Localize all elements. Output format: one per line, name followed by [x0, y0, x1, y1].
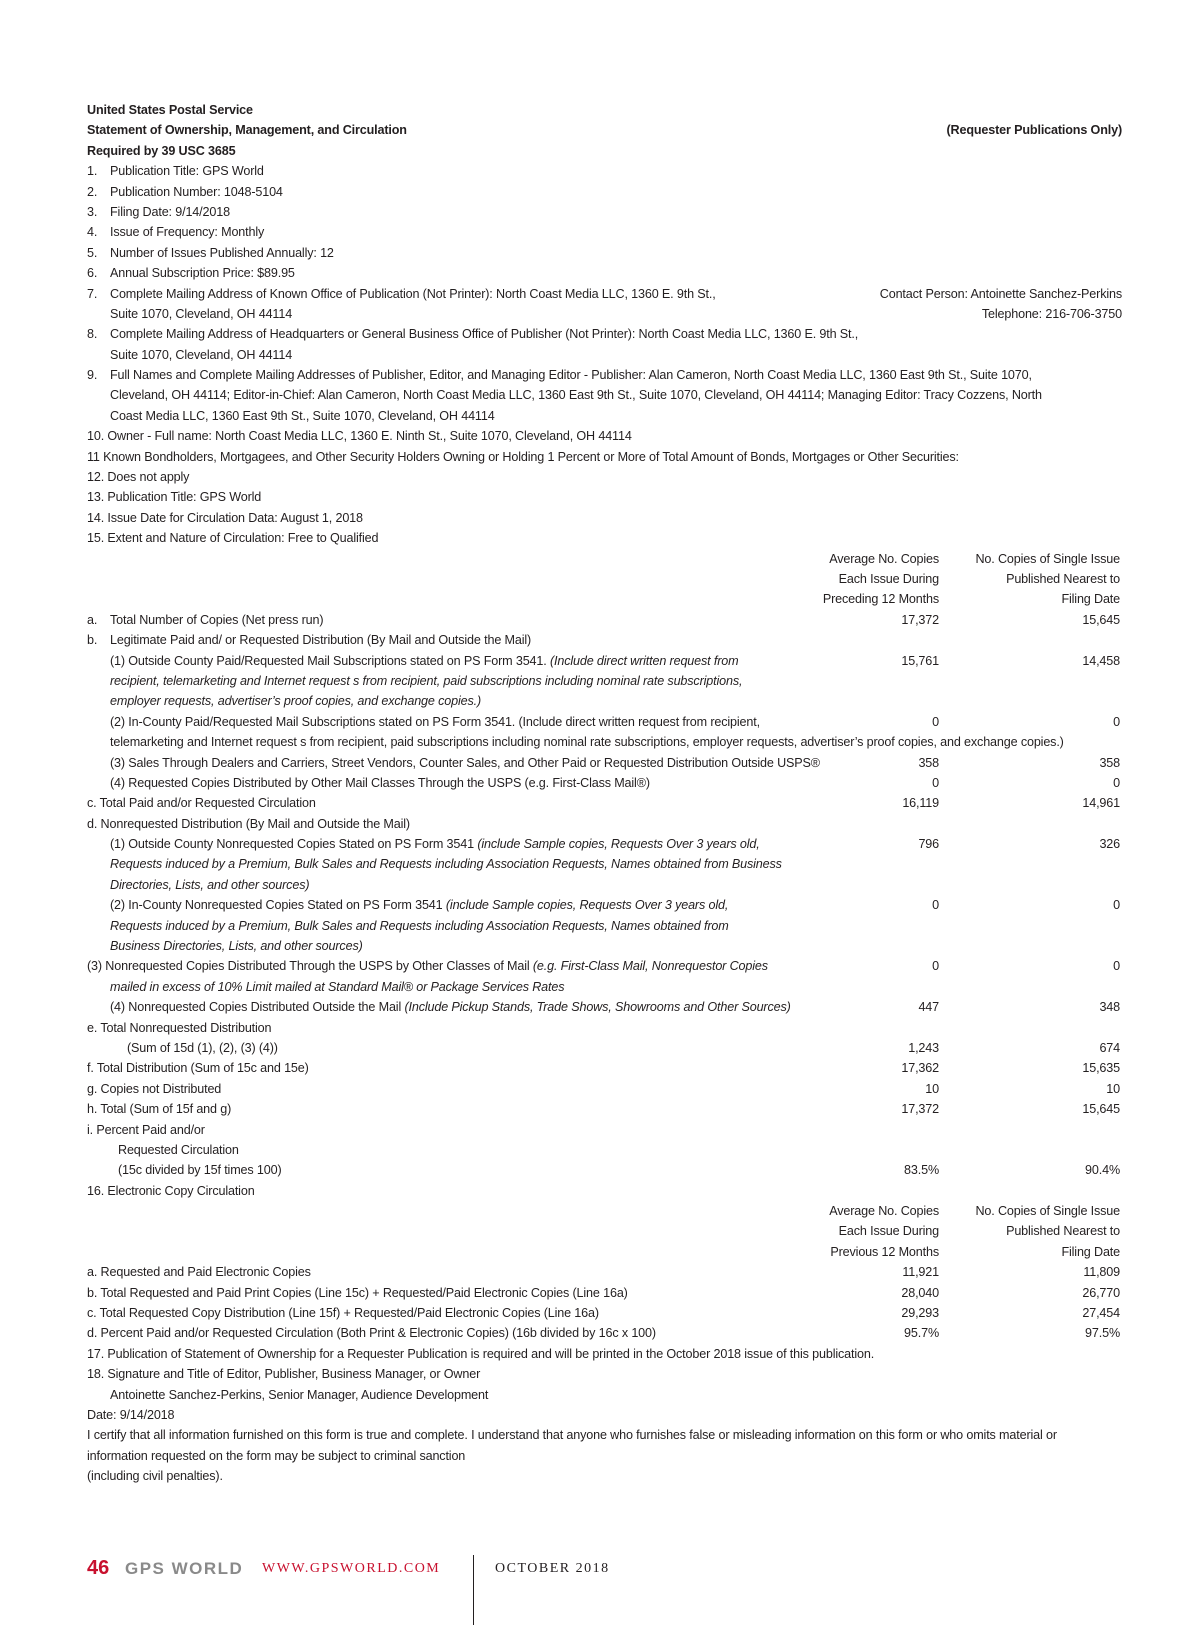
item-15: 15. Extent and Nature of Circulation: Free to Qualified — [87, 531, 379, 546]
e-col-head-3: Previous 12 Months Filing Date — [830, 1244, 1120, 1259]
row-15d4: (4) Nonrequested Copies Distributed Outside the Mail (Include Pickup Stands, Trade Shows, Showrooms and Other Sources) 447 348 — [110, 1000, 1120, 1015]
page-footer — [87, 1555, 1122, 1585]
item-7-cont: Suite 1070, Cleveland, OH 44114 Telephone: 216-706-3750 — [87, 304, 1122, 324]
row-15b1-cont-1: recipient, telemarketing and Internet request s from recipient, paid subscriptions including nominal rate subscriptions, — [110, 673, 743, 688]
row-15b: b. Legitimate Paid and/ or Requested Distribution (By Mail and Outside the Mail) — [87, 633, 532, 648]
row-15e: e. Total Nonrequested Distribution — [87, 1020, 272, 1035]
item-13: 13. Publication Title: GPS World — [87, 490, 262, 505]
footer-divider — [473, 1555, 474, 1625]
required-by: Required by 39 USC 3685 — [87, 143, 236, 158]
col-head-3: Preceding 12 Months Filing Date — [822, 592, 1120, 607]
item-17: 17. Publication of Statement of Ownership for a Requester Publication is required and will be printed in the October 2018 issue of this publication. — [87, 1346, 875, 1361]
row-15b1-cont-2: employer requests, advertiser’s proof copies, and exchange copies.) — [110, 694, 482, 709]
magazine-name: GPS WORLD — [125, 1559, 244, 1578]
electronic-title: 16. Electronic Copy Circulation — [87, 1183, 255, 1198]
certification-3: (including civil penalties). — [87, 1469, 223, 1484]
website-link[interactable]: WWW.GPSWORLD.COM — [262, 1561, 441, 1576]
certification-2: information requested on the form may be subject to criminal sanction — [87, 1448, 466, 1463]
row-15f: f. Total Distribution (Sum of 15c and 15e) 17,362 15,635 — [87, 1061, 1120, 1076]
item-14: 14. Issue Date for Circulation Data: August 1, 2018 — [87, 510, 363, 525]
row-15d1-cont-2: Directories, Lists, and other sources) — [110, 877, 310, 892]
item-10: 10. Owner - Full name: North Coast Media LLC, 1360 E. Ninth St., Suite 1070, Cleveland, OH 44114 — [87, 429, 632, 444]
row-15a: a. Total Number of Copies (Net press run) 17,372 15,645 — [87, 612, 1120, 627]
item-1: 1. Publication Title: GPS World — [87, 164, 264, 179]
item-5: 5. Number of Issues Published Annually: 12 — [87, 245, 334, 260]
publication-type: (Requester Publications Only) — [946, 123, 1122, 138]
form-title: Statement of Ownership, Management, and Circulation — [87, 123, 407, 138]
row-15b2-cont: telemarketing and Internet request s from recipient, paid subscriptions including nominal rate subscriptions, employer requests, advertiser’s proof copies, and exchange copies.) — [110, 735, 1064, 750]
e-col-head-1: Average No. Copies No. Copies of Single Issue — [829, 1204, 1120, 1219]
row-16b: b. Total Requested and Paid Print Copies (Line 15c) + Requested/Paid Electronic Copies (Line 16a) 28,040 26,770 — [87, 1285, 1120, 1300]
row-16c: c. Total Requested Copy Distribution (Line 15f) + Requested/Paid Electronic Copies (Line 16a) 29,293 27,454 — [87, 1306, 1120, 1321]
row-15i-cont-2: (15c divided by 15f times 100) 83.5% 90.4% — [118, 1163, 1120, 1178]
row-16d: d. Percent Paid and/or Requested Circulation (Both Print & Electronic Copies) (16b divided by 16c x 100) 95.7% 97.5% — [87, 1326, 1120, 1341]
item-9-cont-1: Cleveland, OH 44114; Editor-in-Chief: Alan Cameron, North Coast Media LLC, 1360 East 9th St., Suite 1070, Cleveland, OH 44114; Managing Editor: Tracy Cozzens, North — [110, 388, 1042, 403]
item-11: 11 Known Bondholders, Mortgagees, and Other Security Holders Owning or Holding 1 Percent or More of Total Amount of Bonds, Mortgages or Other Securities: — [87, 449, 959, 464]
item-8: 8. Complete Mailing Address of Headquarters or General Business Office of Publisher (Not Printer): North Coast Media LLC, 1360 E. 9th St., — [87, 327, 859, 342]
row-15b3: (3) Sales Through Dealers and Carriers, Street Vendors, Counter Sales, and Other Paid or Requested Distribution Outside USPS® 358 358 — [110, 755, 1120, 770]
row-15b1: (1) Outside County Paid/Requested Mail Subscriptions stated on PS Form 3541. (Include direct written request from 15,761 14,458 — [110, 653, 1120, 668]
row-15g: g. Copies not Distributed 10 10 — [87, 1081, 1120, 1096]
page-number: 46 — [87, 1557, 110, 1579]
row-15d1: (1) Outside County Nonrequested Copies Stated on PS Form 3541 (include Sample copies, Requests Over 3 years old, 796 326 — [110, 837, 1120, 852]
item-6: 6. Annual Subscription Price: $89.95 — [87, 266, 295, 281]
item-9-cont-2: Coast Media LLC, 1360 East 9th St., Suite 1070, Cleveland, OH 44114 — [110, 408, 495, 423]
item-8-cont: Suite 1070, Cleveland, OH 44114 — [110, 347, 293, 362]
item-7: 7. Complete Mailing Address of Known Office of Publication (Not Printer): North Coast Media LLC, 1360 E. 9th St., Contact Person: Antoinette Sanchez-Perkins — [87, 284, 1122, 304]
issue-date: OCTOBER 2018 — [495, 1561, 610, 1576]
row-15b4: (4) Requested Copies Distributed by Other Mail Classes Through the USPS (e.g. First-Class Mail®) 0 0 — [110, 775, 1120, 790]
row-15d2: (2) In-County Nonrequested Copies Stated on PS Form 3541 (include Sample copies, Requests Over 3 years old, 0 0 — [110, 898, 1120, 913]
item-12: 12. Does not apply — [87, 470, 190, 485]
contact-person: Contact Person: Antoinette Sanchez-Perkins — [879, 286, 1122, 301]
row-15d3-cont: mailed in excess of 10% Limit mailed at Standard Mail® or Package Services Rates — [110, 979, 565, 994]
item-2: 2. Publication Number: 1048-5104 — [87, 184, 283, 199]
col-head-1: Average No. Copies No. Copies of Single Issue — [829, 551, 1120, 566]
item-9: 9. Full Names and Complete Mailing Addresses of Publisher, Editor, and Managing Editor - Publisher: Alan Cameron, North Coast Media LLC, 1360 East 9th St., Suite 1070, — [87, 368, 1032, 383]
certification-1: I certify that all information furnished on this form is true and complete. I understand that anyone who furnishes false or misleading information on this form or who omits material or — [87, 1428, 1057, 1443]
row-15h: h. Total (Sum of 15f and g) 17,372 15,645 — [87, 1102, 1120, 1117]
row-15c: c. Total Paid and/or Requested Circulation 16,119 14,961 — [87, 796, 1120, 811]
form-title-row — [87, 120, 1122, 140]
item-4: 4. Issue of Frequency: Monthly — [87, 225, 265, 240]
col-head-2: Each Issue During Published Nearest to — [838, 571, 1120, 586]
e-col-head-2: Each Issue During Published Nearest to — [838, 1224, 1120, 1239]
signer: Antoinette Sanchez-Perkins, Senior Manager, Audience Development — [110, 1387, 489, 1402]
row-15b2: (2) In-County Paid/Requested Mail Subscriptions stated on PS Form 3541. (Include direct written request from recipient, 0 0 — [110, 714, 1120, 729]
item-3: 3. Filing Date: 9/14/2018 — [87, 204, 230, 219]
org-name: United States Postal Service — [87, 103, 253, 117]
signature-date: Date: 9/14/2018 — [87, 1408, 175, 1422]
row-15d3: (3) Nonrequested Copies Distributed Through the USPS by Other Classes of Mail (e.g. First-Class Mail, Nonrequestor Copies 0 0 — [87, 959, 1120, 974]
item-18: 18. Signature and Title of Editor, Publisher, Business Manager, or Owner — [87, 1367, 481, 1382]
row-15i-cont-1: Requested Circulation — [118, 1142, 239, 1157]
telephone: Telephone: 216-706-3750 — [981, 306, 1122, 321]
row-15d2-cont-1: Requests induced by a Premium, Bulk Sales and Requests including Association Requests, Names obtained from — [110, 918, 729, 933]
statement-form — [87, 100, 1122, 1487]
row-15d1-cont-1: Requests induced by a Premium, Bulk Sales and Requests including Association Requests, Names obtained from Business — [110, 857, 782, 872]
row-16a: a. Requested and Paid Electronic Copies 11,921 11,809 — [87, 1265, 1120, 1280]
row-15e-sum: (Sum of 15d (1), (2), (3) (4)) 1,243 674 — [127, 1040, 1120, 1055]
row-15d2-cont-2: Business Directories, Lists, and other sources) — [110, 939, 363, 954]
row-15i: i. Percent Paid and/or — [87, 1122, 205, 1137]
row-15d: d. Nonrequested Distribution (By Mail and Outside the Mail) — [87, 816, 410, 831]
